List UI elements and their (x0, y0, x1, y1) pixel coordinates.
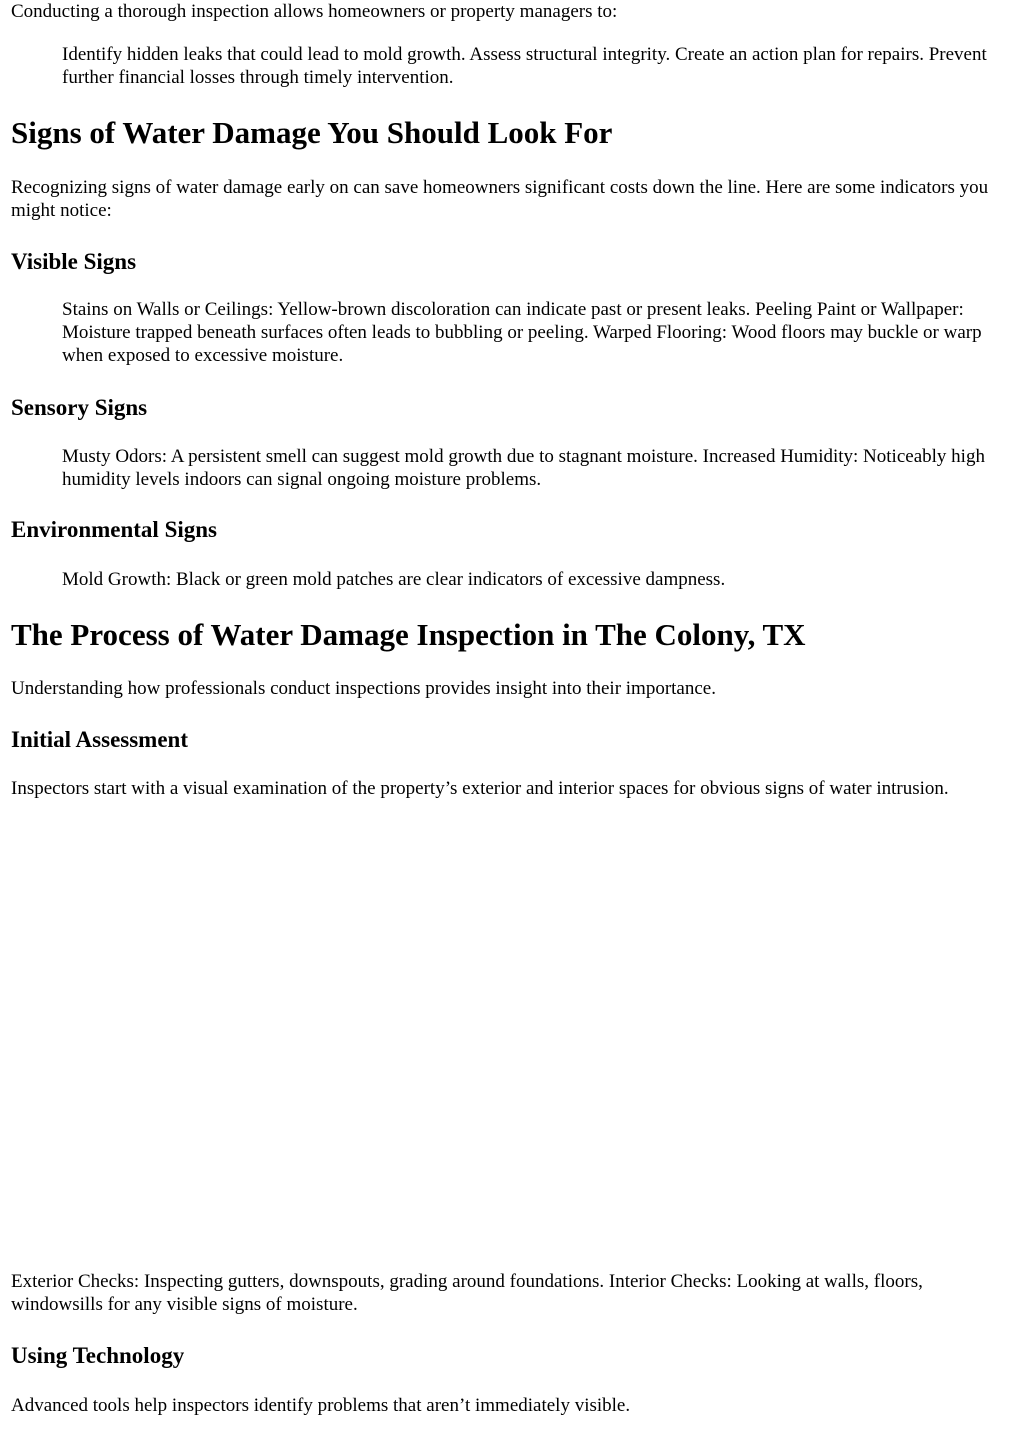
visible-signs-list: Stains on Walls or Ceilings: Yellow-brown discoloration can indicate past or present leaks. Peeling Paint or Wallpaper: Moisture trapped beneath surfaces often leads to bubbling or peeling. Warped Flooring: Wood floors may buckle or warp when exposed to excessive moisture. (62, 299, 982, 366)
checks-paragraph: Exterior Checks: Inspecting gutters, downspouts, grading around foundations. Interior Checks: Looking at walls, floors, windowsills for any visible signs of moisture. (11, 1271, 923, 1315)
intro-paragraph: Conducting a thorough inspection allows homeowners or property managers to: (11, 1, 618, 22)
sensory-signs-heading: Sensory Signs (11, 395, 148, 420)
process-heading: The Process of Water Damage Inspection in The Colony, TX (11, 617, 806, 652)
benefits-list: Identify hidden leaks that could lead to mold growth. Assess structural integrity. Create an action plan for repairs. Prevent further financial losses through timely intervention. (62, 44, 987, 88)
environmental-signs-heading: Environmental Signs (11, 517, 217, 542)
initial-assessment-paragraph: Inspectors start with a visual examination of the property’s exterior and interior spaces for obvious signs of water intrusion. (11, 778, 949, 799)
initial-assessment-heading: Initial Assessment (11, 727, 188, 752)
environmental-signs-list: Mold Growth: Black or green mold patches are clear indicators of excessive dampness. (62, 569, 726, 590)
process-intro-paragraph: Understanding how professionals conduct inspections provides insight into their importance. (11, 678, 716, 699)
technology-paragraph: Advanced tools help inspectors identify problems that aren’t immediately visible. (11, 1395, 631, 1416)
using-technology-heading: Using Technology (11, 1343, 185, 1368)
visible-signs-heading: Visible Signs (11, 249, 137, 274)
image-placeholder (11, 836, 1011, 1264)
sensory-signs-list: Musty Odors: A persistent smell can suggest mold growth due to stagnant moisture. Increased Humidity: Noticeably high humidity levels indoors can signal ongoing moisture problems. (62, 446, 985, 490)
signs-heading: Signs of Water Damage You Should Look For (11, 115, 613, 150)
signs-intro-paragraph: Recognizing signs of water damage early on can save homeowners significant costs down the line. Here are some indicators you might notice: (11, 177, 989, 221)
